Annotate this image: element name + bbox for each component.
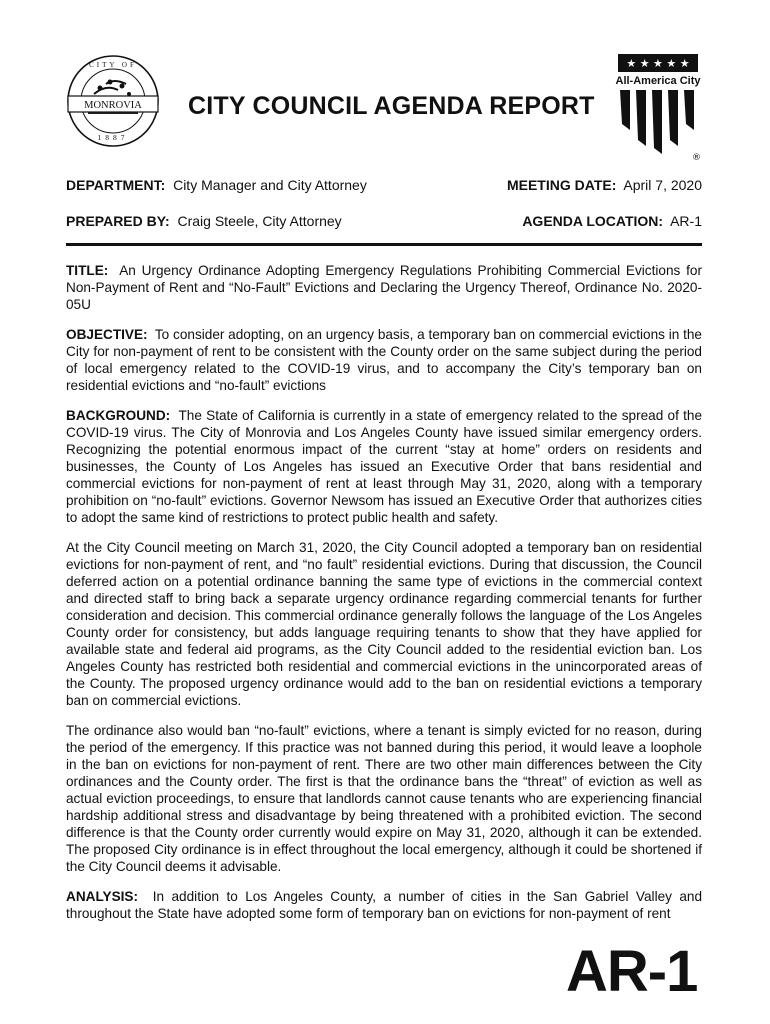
agenda-item-number: AR-1 bbox=[566, 939, 698, 1004]
agenda-location-field bbox=[522, 213, 702, 229]
page-title: CITY COUNCIL AGENDA REPORT bbox=[188, 92, 595, 120]
city-seal-logo bbox=[66, 54, 160, 148]
analysis-label: ANALYSIS: bbox=[66, 889, 139, 904]
meeting-date-field bbox=[507, 177, 702, 193]
seal-top-text: CITY OF bbox=[89, 61, 137, 69]
prepared-by-label: PREPARED BY: bbox=[66, 213, 170, 229]
seal-year: 1887 bbox=[97, 133, 129, 142]
title-section bbox=[66, 262, 702, 313]
svg-text:★ ★ ★ ★ ★: ★ ★ ★ ★ ★ bbox=[626, 57, 690, 70]
background-label: BACKGROUND: bbox=[66, 408, 171, 423]
meeting-date-value: April 7, 2020 bbox=[623, 177, 702, 193]
objective-section bbox=[66, 326, 702, 394]
background-paragraph-2: At the City Council meeting on March 31, 2020, the City Council adopted a temporary ban on residential evictions for non-payment of rent, and “no fault” residential evictions. During that discussion, the Council deferred action on a potential ordinance banning the same type of evictions in the commercial context and directed staff to bring back a separate urgency ordinance regarding commercial tenants for further consideration and decision. This commercial ordinance generally follows the language of the Los Angeles County order for consistency, but adds language requiring tenants to show that they have applied for available state and federal aid programs, as the City Council added to the residential eviction ban. Los Angeles County has restricted both residential and commercial evictions in the unincorporated areas of the County. The proposed urgency ordinance would add to the ban on residential evictions a temporary ban on commercial evictions. bbox=[66, 540, 702, 708]
analysis-text: In addition to Los Angeles County, a number of cities in the San Gabriel Valley and throughout the State have adopted some form of temporary ban on evictions for non-payment of rent bbox=[66, 889, 702, 921]
registered-mark: ® bbox=[692, 153, 701, 162]
seal-city-name: MONROVIA bbox=[84, 100, 142, 111]
agenda-location-label: AGENDA LOCATION: bbox=[522, 213, 664, 229]
all-america-city-logo bbox=[608, 50, 704, 162]
objective-text: To consider adopting, on an urgency basis, a temporary ban on commercial evictions in the City for non-payment of rent to be consistent with the County order on the same subject during the period of local emergency related to the COVID-19 virus, and to accompany the City’s temporary ban on residential evictions and “no-fault” evictions bbox=[66, 327, 702, 393]
analysis-section bbox=[66, 888, 702, 922]
objective-label: OBJECTIVE: bbox=[66, 327, 148, 342]
background-text: The State of California is currently in a state of emergency related to the spread of the COVID-19 virus. The City of Monrovia and Los Angeles County have issued similar emergency orders. Recognizing the potential enormous impact of the current “stay at home” orders on residents and businesses, the County of Los Angeles has issued an Executive Order that bans residential and commercial evictions for non-payment of rent at least through May 31, 2020, along with a temporary prohibition on “no-fault” evictions. Governor Newsom has issued an Executive Order that authorizes cities to adopt the same kind of restrictions to protect public health and safety. bbox=[66, 408, 702, 525]
header-divider bbox=[66, 243, 702, 246]
department-value: City Manager and City Attorney bbox=[173, 177, 367, 193]
department-label: DEPARTMENT: bbox=[66, 177, 166, 193]
all-america-city-label: All-America City bbox=[615, 75, 701, 87]
title-text: An Urgency Ordinance Adopting Emergency Regulations Prohibiting Commercial Evictions for Non-Payment of Rent and “No-Fault” Evictions and Declaring the Urgency Thereof, Ordinance No. 2020-05U bbox=[66, 263, 702, 312]
department-field bbox=[66, 177, 367, 193]
meeting-date-label: MEETING DATE: bbox=[506, 177, 617, 193]
prepared-by-field bbox=[66, 213, 342, 229]
background-paragraph-3: The ordinance also would ban “no-fault” evictions, where a tenant is simply evicted for no reason, during the period of the emergency. If this practice was not banned during this period, it would leave a loophole in the ban on evictions for non-payment of rent. There are two other main differences between the City ordinances and the County order. The first is that the ordinance bans the “threat” of eviction as well as actual eviction proceedings, to ensure that landlords cannot cause tenants who are experiencing financial hardship additional stress and disadvantage by being threatened with a prohibited eviction. The second difference is that the County order currently would expire on May 31, 2020, although it can be extended. The proposed City ordinance is in effect throughout the local emergency, although it could be shortened if the City Council deems it advisable. bbox=[66, 723, 702, 874]
title-label: TITLE: bbox=[66, 263, 109, 278]
prepared-by-value: Craig Steele, City Attorney bbox=[177, 213, 342, 229]
report-body bbox=[66, 262, 702, 935]
background-section bbox=[66, 407, 702, 526]
agenda-location-value: AR-1 bbox=[670, 213, 702, 229]
